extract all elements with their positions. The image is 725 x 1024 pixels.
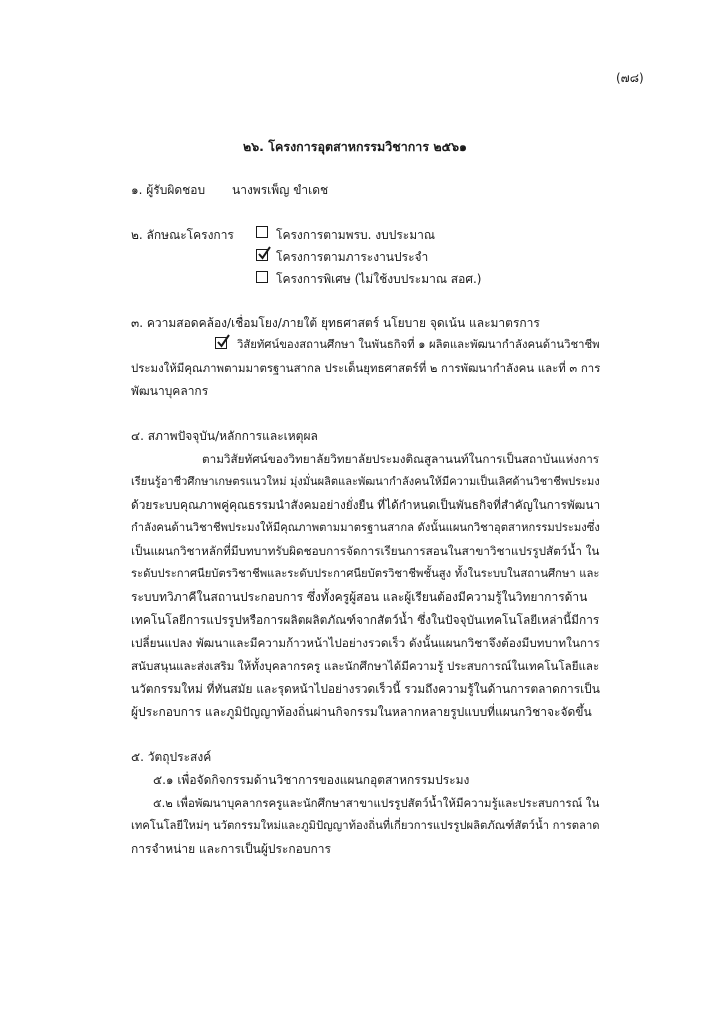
section4-line: เรียนรู้อาชีวศึกษาเกษตรแนวใหม่ มุ่งมั่นผลิตและพัฒนากำลังคนให้มีความเป็นเลิศด้านวิชาชีพประมง (131, 475, 600, 488)
section5-label: ๕. วัตถุประสงค์ (131, 750, 212, 764)
section4-line: กำลังคนด้านวิชาชีพประมงให้มีคุณภาพตามมาตรฐานสากล ดังนั้นแผนกวิชาอุตสาหกรรมประมงซึ่ง (131, 521, 600, 534)
page-number: (๗๘) (616, 71, 644, 85)
checkbox-vision-alignment[interactable] (215, 337, 227, 349)
section4-line: เป็นแผนกวิชาหลักที่มีบทบาทรับผิดชอบการจัดการเรียนการสอนในสาขาวิชาแปรรูปสัตว์น้ำ ใน (131, 544, 600, 558)
section1-value: นางพรเพ็ญ ขำเดช (232, 183, 329, 197)
checkbox-special-project[interactable] (256, 271, 268, 283)
section4-line: ระดับประกาศนียบัตรวิชาชีพและระดับประกาศนียบัตรวิชาชีพชั้นสูง ทั้งในระบบในสถานศึกษา และ (131, 567, 600, 580)
section4-line: ด้วยระบบคุณภาพคู่คุณธรรมนำสังคมอย่างยั่งยืน ที่ได้กำหนดเป็นพันธกิจที่สำคัญในการพัฒนา (131, 498, 601, 512)
section4-label: ๔. สภาพปัจจุบัน/หลักการและเหตุผล (131, 429, 318, 443)
section1-label: ๑. ผู้รับผิดชอบ (131, 183, 206, 197)
option-routine-project: โครงการตามภาระงานประจำ (276, 250, 429, 264)
section4-line: ตามวิสัยทัศน์ของวิทยาลัยวิทยาลัยประมงติณสูลานนท์ในการเป็นสถาบันแห่งการ (202, 452, 600, 466)
checkbox-routine-project[interactable] (256, 249, 268, 261)
objective-1: ๕.๑ เพื่อจัดกิจกรรมด้านวิชาการของแผนกอุตสาหกรรมประมง (153, 773, 470, 787)
option-budget-project: โครงการตามพรบ. งบประมาณ (276, 228, 436, 242)
section3-text-line2: ประมงให้มีคุณภาพตามมาตรฐานสากล ประเด็นยุทธศาสตร์ที่ ๒ การพัฒนากำลังคน และที่ ๓ การ (131, 361, 601, 375)
checkbox-budget-project[interactable] (256, 226, 268, 238)
section4-line: ระบบทวิภาคีในสถานประกอบการ ซึ่งทั้งครูผู้สอน และผู้เรียนต้องมีความรู้ในวิทยาการด้าน (131, 590, 588, 604)
checkmark-icon (257, 246, 271, 260)
objective-2-line2: เทคโนโลยีใหม่ๆ นวัตกรรมใหม่และภูมิปัญญาท้องถิ่นที่เกี่ยวการแปรรูปผลิตภัณฑ์สัตว์น้ำ การตลาด (131, 819, 600, 832)
document-title: ๒๖. โครงการอุตสาหกรรมวิชาการ ๒๕๖๑ (243, 139, 467, 154)
section3-label: ๓. ความสอดคล้อง/เชื่อมโยง/ภายใต้ ยุทธศาสตร์ นโยบาย จุดเน้น และมาตรการ (131, 316, 540, 330)
option-special-project: โครงการพิเศษ (ไม่ใช้งบประมาณ สอศ.) (276, 272, 482, 286)
section3-text-line3: พัฒนาบุคลากร (131, 384, 209, 398)
section4-line: ผู้ประกอบการ และภูมิปัญญาท้องถิ่นผ่านกิจกรรมในหลากหลายรูปแบบที่แผนกวิชาจะจัดขึ้น (131, 705, 592, 719)
section4-line: เทคโนโลยีการแปรรูปหรือการผลิตผลิตภัณฑ์จากสัตว์น้ำ ซึ่งในปัจจุบันเทคโนโลยีเหล่านี้มีการ (131, 613, 600, 627)
checkmark-icon (216, 334, 230, 348)
section2-label: ๒. ลักษณะโครงการ (131, 228, 234, 242)
section4-line: นวัตกรรมใหม่ ที่ทันสมัย และรุดหน้าไปอย่างรวดเร็วนี้ รวมถึงความรู้ในด้านการตลาดการเป็น (131, 682, 600, 696)
section3-text-line1: วิสัยทัศน์ของสถานศึกษา ในพันธกิจที่ ๑ ผลิตและพัฒนากำลังคนด้านวิชาชีพ (237, 338, 600, 351)
objective-2-line1: ๕.๒ เพื่อพัฒนาบุคลากรครูและนักศึกษาสาขาแปรรูปสัตว์น้ำให้มีความรู้และประสบการณ์ ใน (153, 796, 600, 810)
section4-line: สนับสนุนและส่งเสริม ให้ทั้งบุคลากรครู และนักศึกษาได้มีความรู้ ประสบการณ์ในเทคโนโลยีและ (131, 659, 600, 673)
section4-line: เปลี่ยนแปลง พัฒนาและมีความก้าวหน้าไปอย่างรวดเร็ว ดังนั้นแผนกวิชาจึงต้องมีบทบาทในการ (131, 636, 600, 650)
objective-2-line3: การจำหน่าย และการเป็นผู้ประกอบการ (131, 842, 331, 856)
